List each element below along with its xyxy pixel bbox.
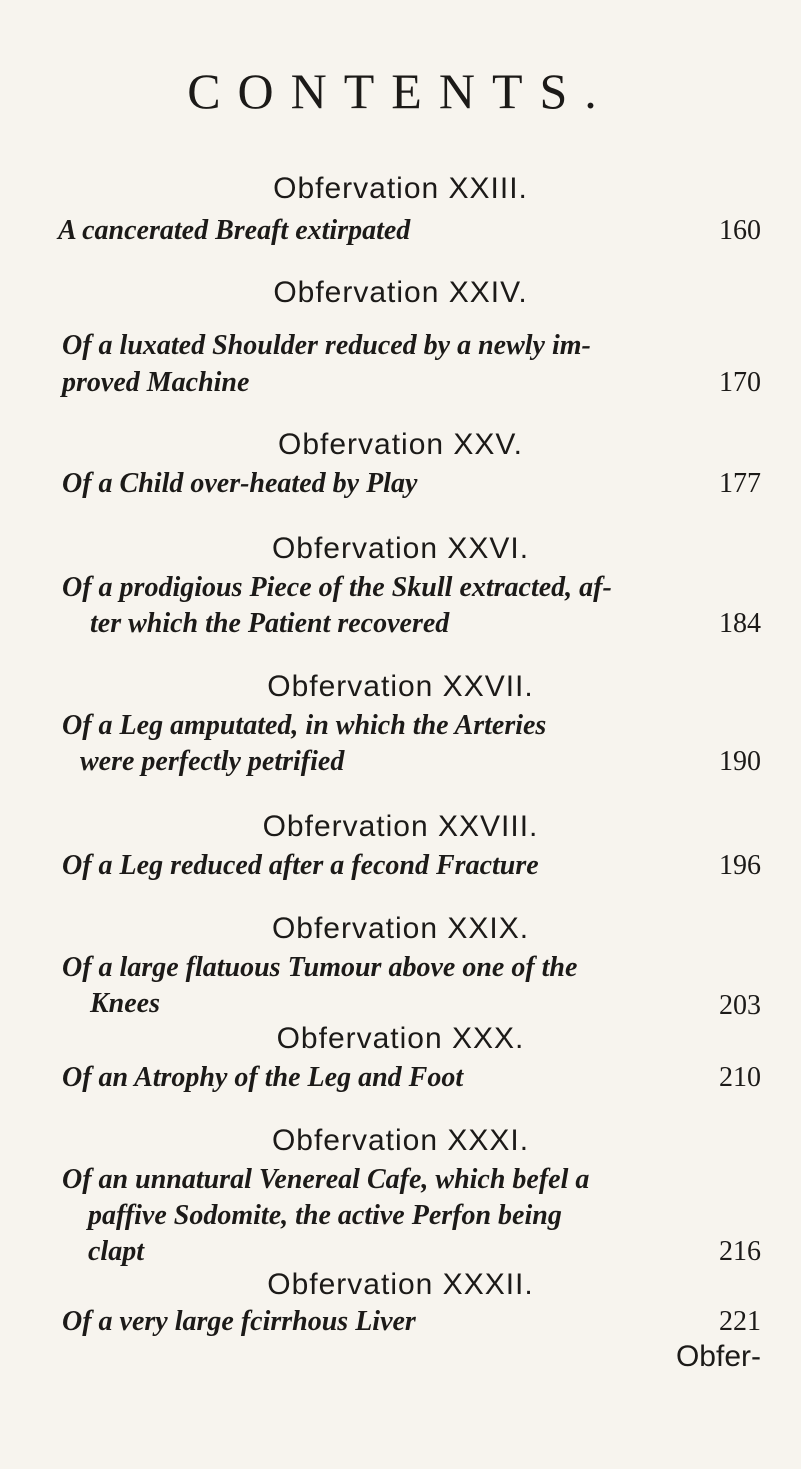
entry-title-line: Of a large flatuous Tumour above one of the [62,952,578,983]
page-number: 216 [719,1236,761,1267]
observation-heading: Obfervation XXIV. [273,276,528,309]
entry-title-line: were perfectly petrified [80,746,345,777]
observation-heading: Obfervation XXIX. [271,912,530,945]
observation-heading: Obfervation XXVIII. [262,810,539,843]
entry-title-line: proved Machine [62,367,250,398]
observation-heading: Obfervation XXIII. [273,172,528,205]
page-number: 210 [719,1062,761,1093]
observation-heading: Obfervation XXVII. [267,670,534,703]
entry-title-line: Of an unnatural Venereal Cafe, which befel a [62,1164,590,1195]
page-number: 203 [719,990,761,1021]
observation-heading: Obfervation XXX. [276,1022,525,1055]
entry-title-line: clapt [88,1236,144,1267]
entry-title-line: Of a prodigious Piece of the Skull extracted, af- [62,572,612,603]
observation-heading: Obfervation XXV. [277,428,524,461]
page-number: 170 [719,367,761,398]
page-number: 160 [719,215,761,246]
page-number: 190 [719,746,761,777]
observation-heading: Obfervation XXVI. [271,532,530,565]
entry-title-line: Of a Leg amputated, in which the Arteries [62,710,547,741]
page-number: 177 [719,468,761,499]
page-heading: CONTENTS. [187,63,614,119]
entry-title-line: Of a Leg reduced after a fecond Fracture [62,850,539,881]
catchword: Obfer- [675,1340,761,1373]
observation-heading: Obfervation XXXI. [271,1124,530,1157]
page-number: 221 [719,1306,761,1337]
entry-title-line: Knees [90,988,160,1019]
entry-title-line: Of an Atrophy of the Leg and Foot [62,1062,464,1093]
page-number: 184 [719,608,761,639]
entry-title-line: ter which the Patient recovered [90,608,450,639]
entry-title-line: paffive Sodomite, the active Perfon being [88,1200,562,1231]
entry-title-line: Of a Child over-heated by Play [62,468,418,499]
entry-title-line: A cancerated Breaft extirpated [58,215,411,246]
entry-title-line: Of a luxated Shoulder reduced by a newly im- [62,330,591,361]
page-number: 196 [719,850,761,881]
entry-title-line: Of a very large fcirrhous Liver [62,1306,416,1337]
observation-heading: Obfervation XXXII. [267,1268,534,1301]
